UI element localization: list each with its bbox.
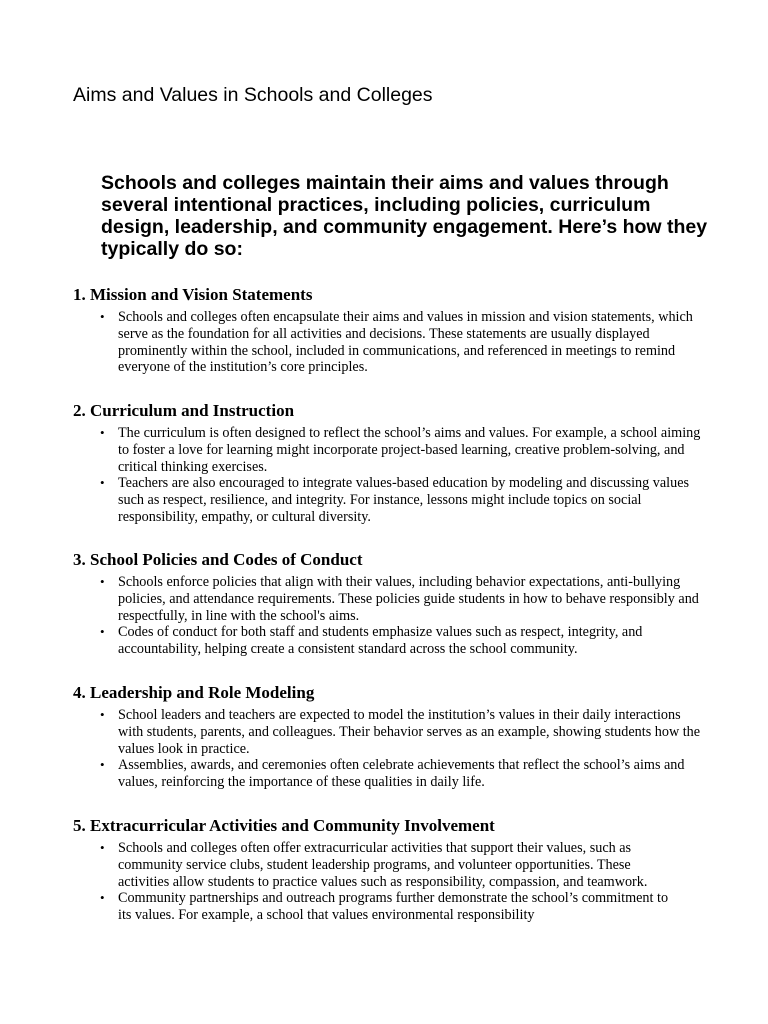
list-item [73,840,673,890]
bullet-icon: • [100,624,105,640]
section-heading: 1. Mission and Vision Statements [73,285,313,304]
bullet-icon: • [100,757,105,773]
bullet-list [73,309,703,376]
bullet-icon: • [100,475,105,491]
list-item-text: Schools and colleges often encapsulate their aims and values in mission and vision statements, which serve as the foundation for all activities and decisions. These statements are usually displayed prominently within the school, included in communications, and referenced in meetings to remind everyone of the institution’s core principles. [118,309,693,376]
section-mission-vision [73,285,703,376]
bullet-icon: • [100,425,105,440]
section-leadership [73,683,703,791]
section-heading: 2. Curriculum and Instruction [73,401,295,420]
bullet-list [73,574,703,658]
section-extracurricular [73,816,703,924]
bullet-icon: • [100,309,105,324]
intro-paragraph: Schools and colleges maintain their aims and values through several intentional practices, including policies, curriculum design, leadership, and community engagement. Here’s how they typically do so: [101,172,708,260]
list-item [73,309,703,376]
list-item [73,707,703,757]
list-item-text: Codes of conduct for both staff and students emphasize values such as respect, integrity, and accountability, helping create a consistent standard across the school community. [118,624,643,658]
bullet-list [73,425,703,526]
list-item [73,475,703,525]
section-heading: 3. School Policies and Codes of Conduct [73,550,363,569]
section-policies [73,550,703,658]
list-item [73,624,703,658]
document-title: Aims and Values in Schools and Colleges [73,84,433,106]
bullet-list [73,840,673,924]
bullet-icon: • [100,890,105,906]
list-item-text: Schools enforce policies that align with their values, including behavior expectations, anti-bullying policies, and attendance requirements. These policies guide students in how to behave responsibly and respectfully, in line with the school's aims. [118,574,699,624]
list-item-text: Teachers are also encouraged to integrate values-based education by modeling and discussing values such as respect, resilience, and integrity. For instance, lessons might include topics on social responsibility, empathy, or cultural diversity. [118,475,690,525]
section-heading: 5. Extracurricular Activities and Community Involvement [73,816,495,835]
bullet-icon: • [100,707,105,722]
list-item [73,757,703,791]
section-heading: 4. Leadership and Role Modeling [73,683,315,702]
section-curriculum [73,401,703,526]
bullet-icon: • [100,574,105,589]
bullet-icon: • [100,840,105,855]
list-item-text: Schools and colleges often offer extracurricular activities that support their values, such as community service clubs, student leadership programs, and volunteer opportunities. These activities allow students to practice values such as responsibility, compassion, and teamwork. [118,840,648,890]
list-item [73,574,703,624]
list-item [73,890,673,924]
list-item-text: School leaders and teachers are expected to model the institution’s values in their daily interactions with students, parents, and colleagues. Their behavior serves as an example, showing students how the values look in practice. [118,707,701,757]
list-item-text: The curriculum is often designed to reflect the school’s aims and values. For example, a school aiming to foster a love for learning might incorporate project-based learning, creative problem-solving, and critical thinking exercises. [118,425,701,475]
list-item-text: Community partnerships and outreach programs further demonstrate the school’s commitment to its values. For example, a school that values environmental responsibility [118,890,669,924]
bullet-list [73,707,703,791]
list-item-text: Assemblies, awards, and ceremonies often celebrate achievements that reflect the school’s aims and values, reinforcing the importance of these qualities in daily life. [118,757,685,791]
list-item [73,425,703,475]
